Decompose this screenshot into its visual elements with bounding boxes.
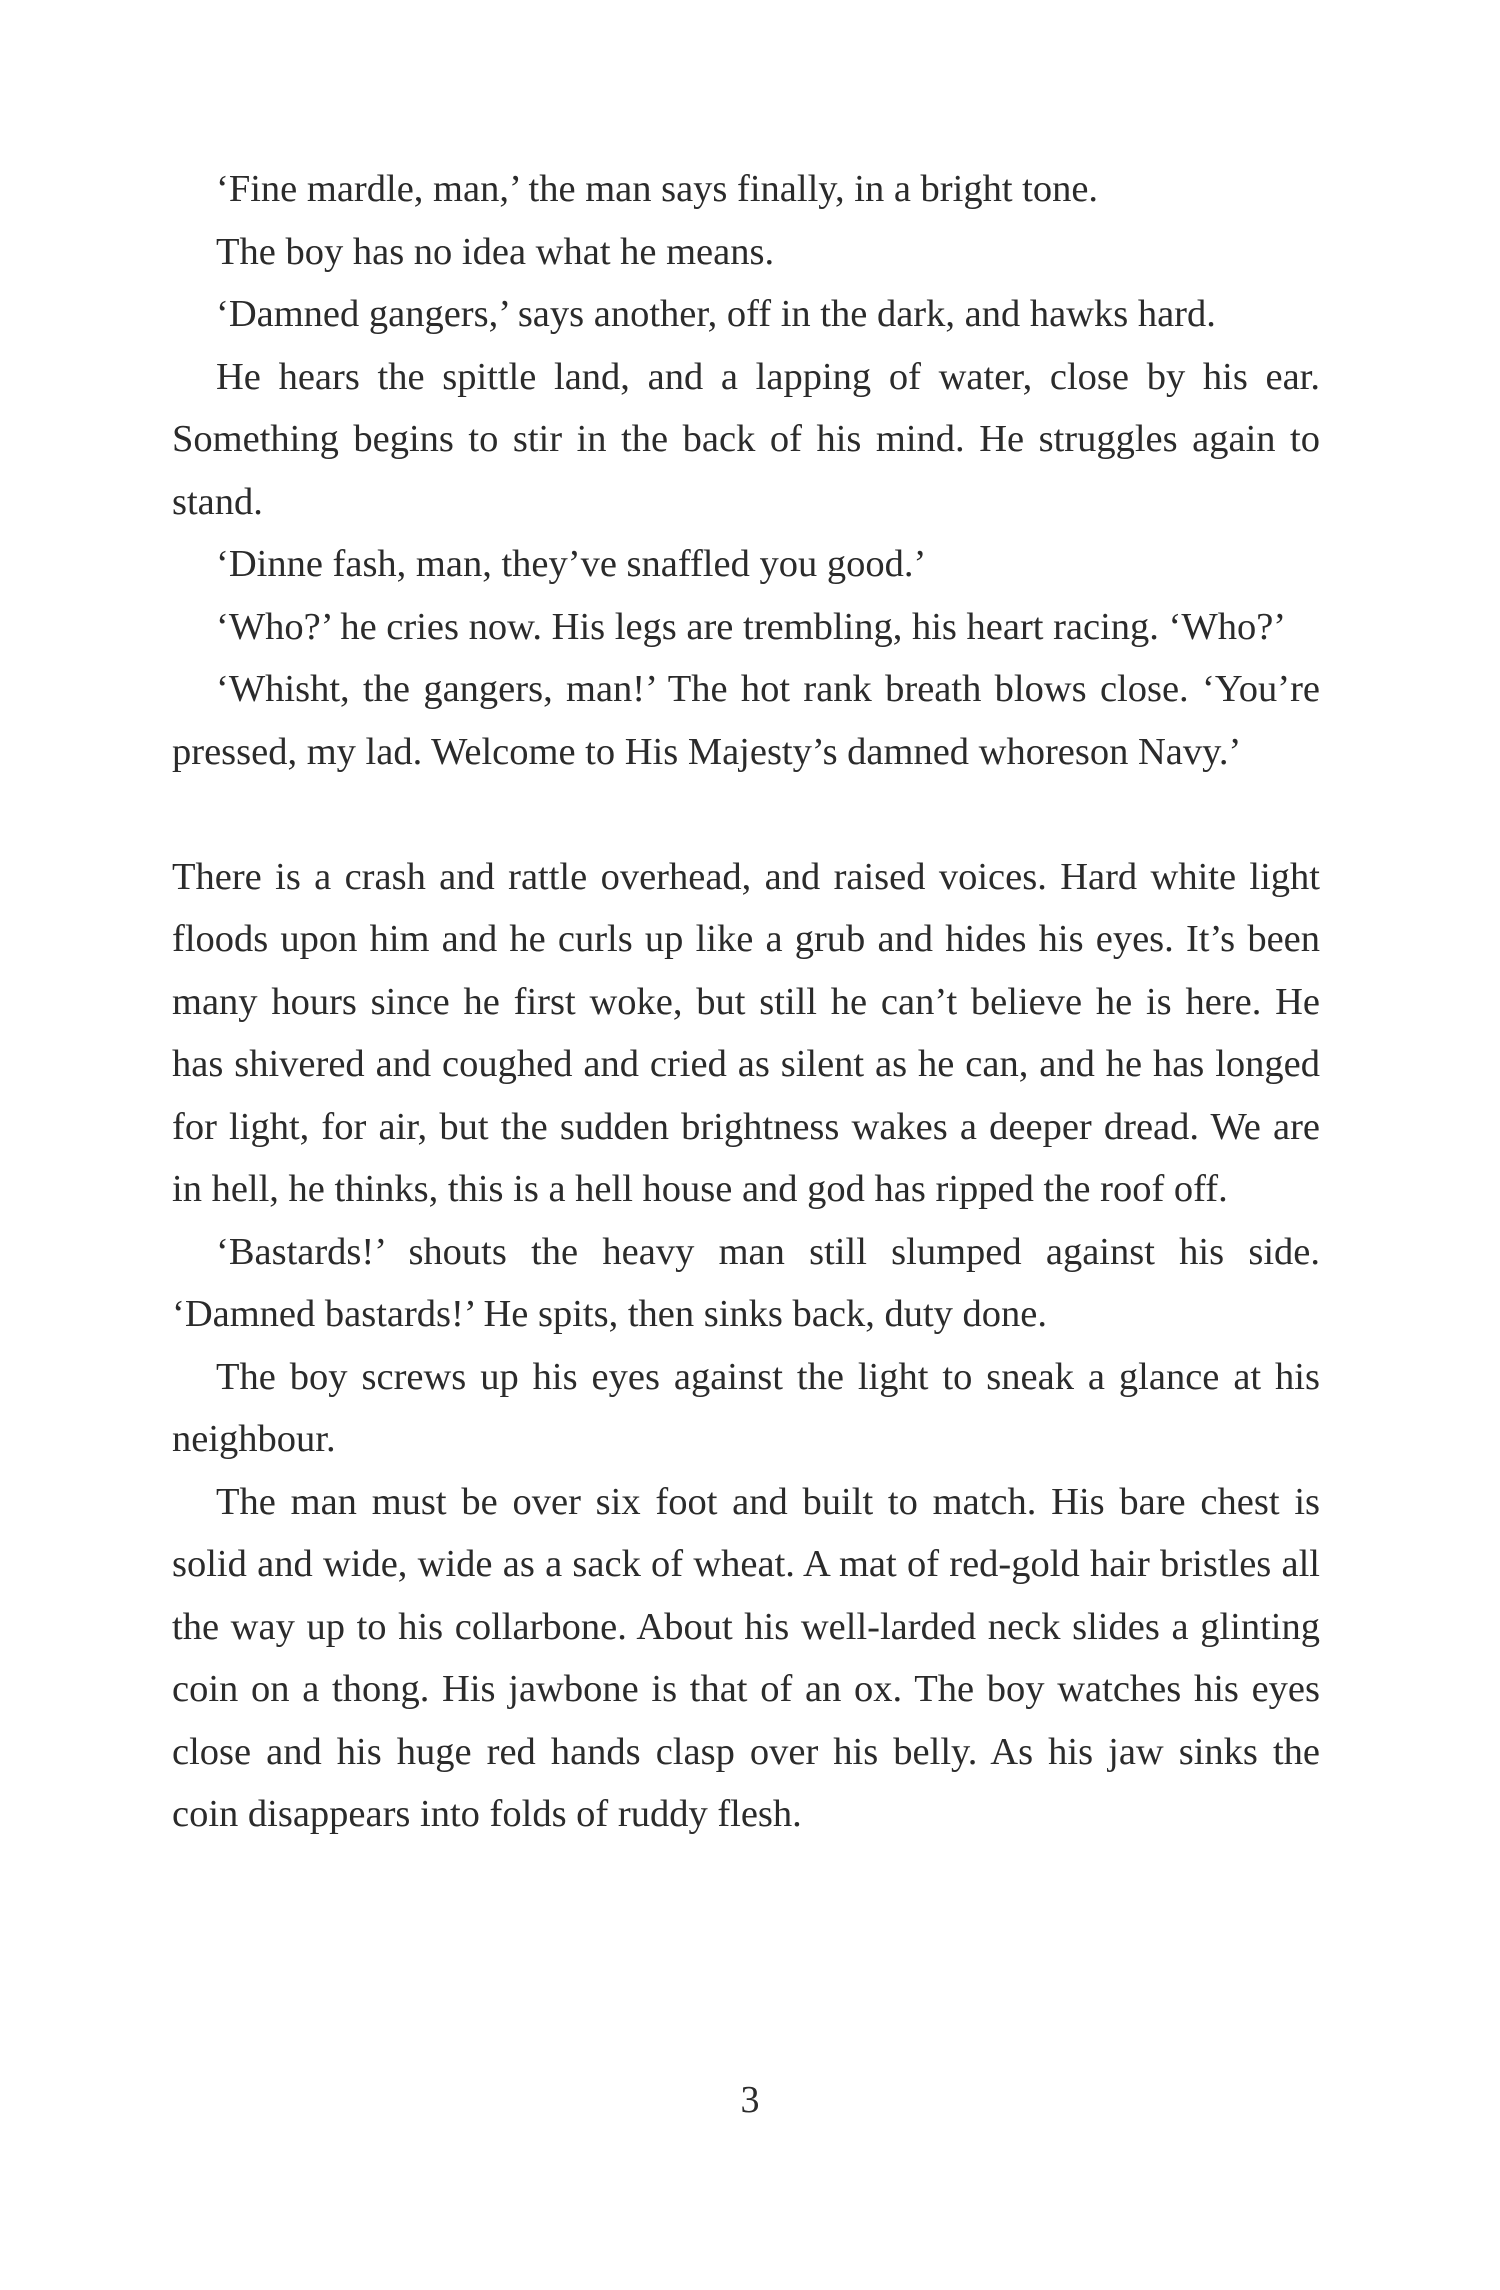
page-number: 3 [740,2079,760,2121]
paragraph-dinne-fash: ‘Dinne fash, man, they’ve snaffled you good.’ [216,543,927,585]
paragraph-crash-rattle: There is a crash and rattle overhead, and raised voices. Hard white light floods upon him and he curls up like a grub and hides his eyes. It’s been many hours since he first woke, but still he can’t believe he is here. He has shivered and coughed and cried as silent as he can, and he has longed for light, for air, but the sudden brightness wakes a deeper dread. We are in hell, he thinks, this is a hell house and god has ripped the roof off. [172,855,1320,1210]
paragraph-screws-eyes: The boy screws up his eyes against the light to sneak a glance at his neighbour. [172,1355,1320,1460]
body-text [172,158,1320,1846]
paragraph-bastards: ‘Bastards!’ shouts the heavy man still slumped against his side. ‘Damned bastards!’ He spits, then sinks back, duty done. [172,1230,1320,1335]
paragraph-whisht: ‘Whisht, the gangers, man!’ The hot rank breath blows close. ‘You’re pressed, my lad. Welcome to His Majesty’s damned whoreson Navy.’ [172,668,1320,773]
paragraph-who-cries: ‘Who?’ he cries now. His legs are trembling, his heart racing. ‘Who?’ [216,605,1287,648]
paragraph-damned-gangers: ‘Damned gangers,’ says another, off in the dark, and hawks hard. [216,293,1216,335]
paragraph-fine-mardle: ‘Fine mardle, man,’ the man says finally, in a bright tone. [216,168,1099,210]
section-break [172,783,1320,846]
paragraph-spittle-land: He hears the spittle land, and a lapping of water, close by his ear. Something begins to stir in the back of his mind. He struggles again to stand. [172,355,1320,523]
paragraph-boy-no-idea: The boy has no idea what he means. [216,230,775,273]
paragraph-six-foot: The man must be over six foot and built to match. His bare chest is solid and wide, wide as a sack of wheat. A mat of red-gold hair bristles all the way up to his collarbone. About his well-larded neck slides a glinting coin on a thong. His jawbone is that of an ox. The boy watches his eyes close and his huge red hands clasp over his belly. As his jaw sinks the coin disappears into folds of ruddy flesh. [172,1480,1320,1835]
